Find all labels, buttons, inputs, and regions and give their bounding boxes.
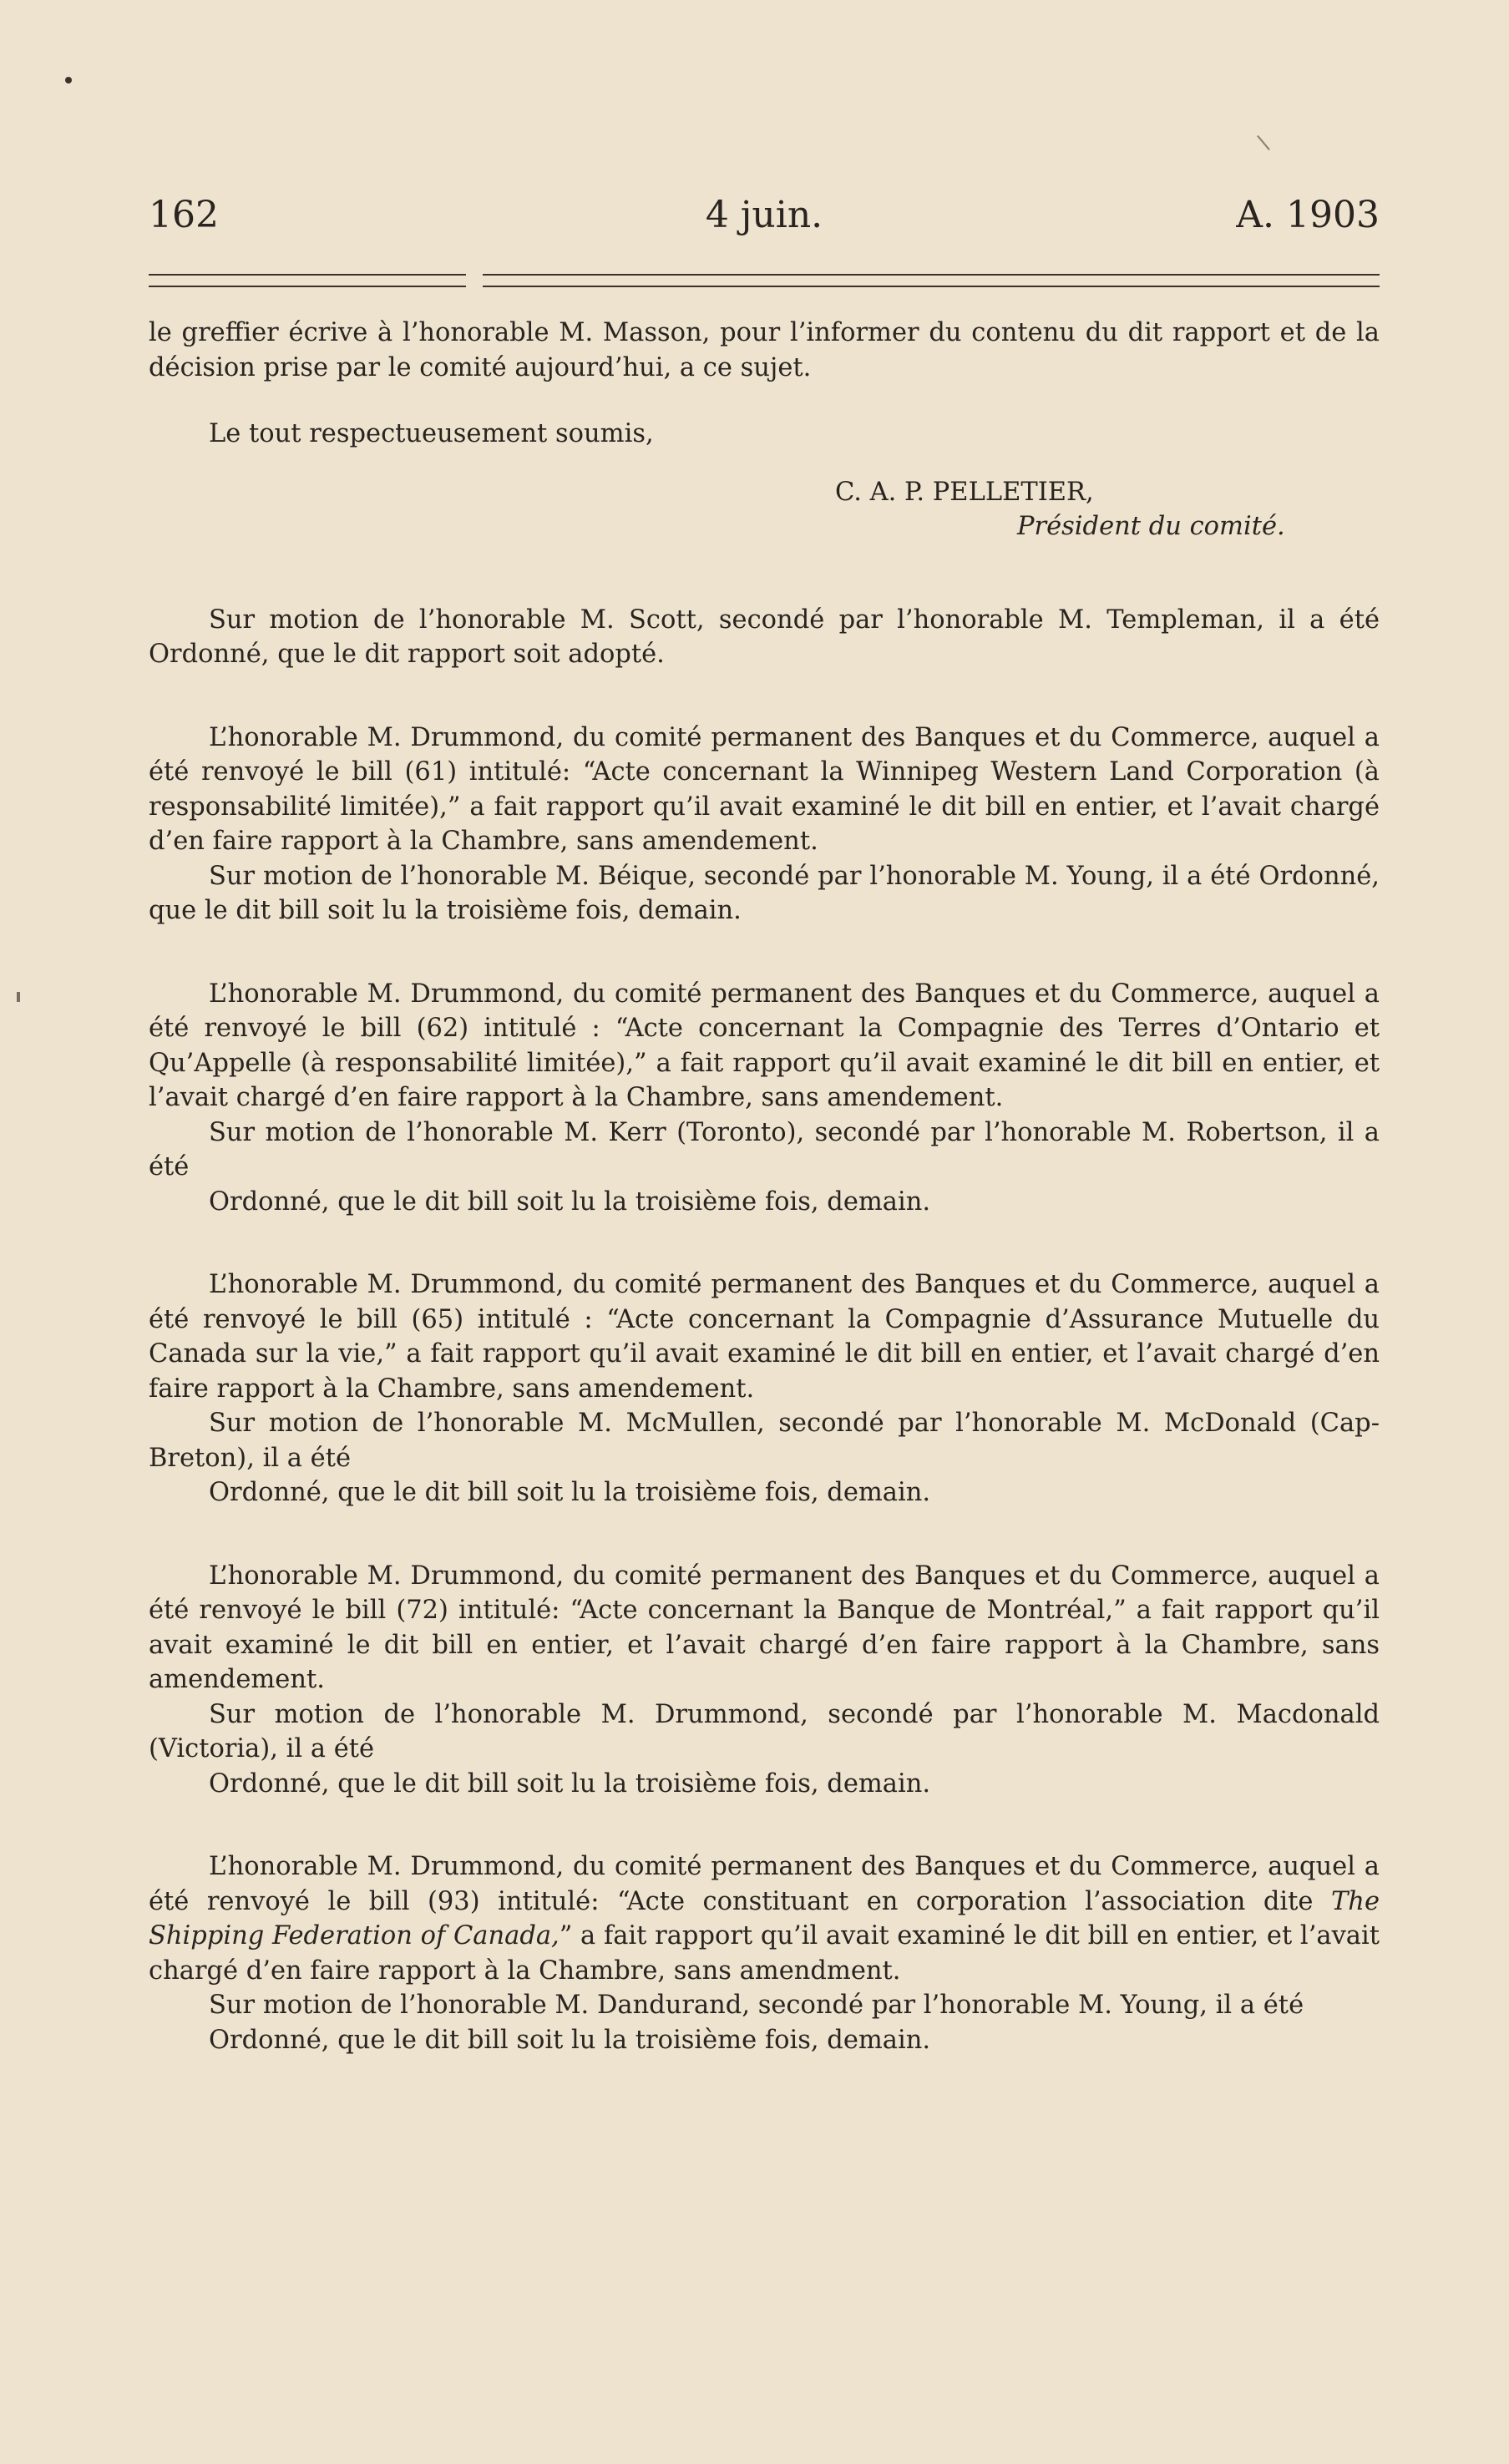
motion-paragraph: Sur motion de l’honorable M. McMullen, secondé par l’honorable M. McDonald (Cap-Breton), il a été bbox=[149, 1409, 1380, 1473]
page-number: 162 bbox=[149, 194, 219, 236]
report-text-end: ” a fait rapport qu’il avait examiné le dit bill en entier, et l’avait chargé d’en faire rapport à la Chambre, sans amendment. bbox=[149, 1921, 1380, 1986]
header-year: A. 1903 bbox=[1236, 194, 1380, 236]
motion-paragraph: Sur motion de l’honorable M. Dandurand, secondé par l’honorable M. Young, il a été bbox=[209, 1991, 1304, 2020]
motion-paragraph: Sur motion de l’honorable M. Kerr (Toronto), secondé par l’honorable M. Robertson, il a été bbox=[149, 1117, 1380, 1181]
report-paragraph: L’honorable M. Drummond, du comité permanent des Banques et du Commerce, auquel a été renvoyé le bill (65) intitulé : “Acte concernant la Compagnie d’Assurance Mutuelle du Canada sur la vie,” a fait rapport qu’il avait examiné le dit bill en entier, et l’avait chargé d’en faire rapport à la Chambre, sans amendement. bbox=[149, 1270, 1380, 1404]
report-paragraph bbox=[149, 1849, 1380, 1988]
edge-mark bbox=[17, 992, 20, 1002]
order-line: Ordonné, que le dit bill soit lu la troisième fois, demain. bbox=[209, 1478, 931, 1507]
closing-line: Le tout respectueusement soumis, bbox=[209, 419, 654, 448]
signature-title: Président du comité. bbox=[1017, 512, 1285, 541]
page-body bbox=[149, 316, 1380, 2057]
report-paragraph: L’honorable M. Drummond, du comité permanent des Banques et du Commerce, auquel a été renvoyé le bill (62) intitulé : “Acte concernant la Compagnie des Terres d’Ontario et Qu’Appelle (à responsabilité limitée),” a fait rapport qu’il avait examiné le dit bill en entier, et l’avait chargé d’en faire rapport à la Chambre, sans amendement. bbox=[149, 979, 1380, 1112]
ink-spot bbox=[65, 77, 72, 83]
order-line: Ordonné, que le dit bill soit lu la troisième fois, demain. bbox=[209, 1768, 931, 1799]
motion-paragraph: Sur motion de l’honorable M. Drummond, secondé par l’honorable M. Macdonald (Victoria), il a été bbox=[149, 1699, 1380, 1763]
header-rule-right bbox=[483, 274, 1380, 287]
signature-name: C. A. P. PELLETIER, bbox=[835, 477, 1094, 507]
order-line: Ordonné, que le dit bill soit lu la troisième fois, demain. bbox=[209, 1186, 931, 1217]
paragraph: le greffier écrive à l’honorable M. Masson, pour l’informer du contenu du dit rapport et de la décision prise par le comité aujourd’hui, a ce sujet. bbox=[149, 318, 1380, 382]
pencil-mark bbox=[1257, 135, 1270, 150]
motion-paragraph: Sur motion de l’honorable M. Scott, secondé par l’honorable M. Templeman, il a été Ordonné, que le dit rapport soit adopté. bbox=[149, 605, 1380, 669]
header-date: 4 juin. bbox=[705, 194, 823, 236]
report-text-start: L’honorable M. Drummond, du comité permanent des Banques et du Commerce, auquel a été renvoyé le bill (93) intitulé: “Acte constituant en corporation l’association dite bbox=[149, 1852, 1380, 1916]
page-header bbox=[149, 190, 1380, 240]
report-paragraph: L’honorable M. Drummond, du comité permanent des Banques et du Commerce, auquel a été renvoyé le bill (61) intitulé: “Acte concernant la Winnipeg Western Land Corporation (à responsabilité limitée),” a fait rapport qu’il avait examiné le dit bill en entier, et l’avait chargé d’en faire rapport à la Chambre, sans amendement. bbox=[149, 722, 1380, 856]
header-rule-left bbox=[149, 274, 466, 287]
motion-paragraph: Sur motion de l’honorable M. Béique, secondé par l’honorable M. Young, il a été Ordonné, que le dit bill soit lu la troisième fois, demain. bbox=[149, 861, 1380, 925]
report-paragraph: L’honorable M. Drummond, du comité permanent des Banques et du Commerce, auquel a été renvoyé le bill (72) intitulé: “Acte concernant la Banque de Montréal,” a fait rapport qu’il avait examiné le dit bill en entier, et l’avait chargé d’en faire rapport à la Chambre, sans amendement. bbox=[149, 1561, 1380, 1694]
order-line: Ordonné, que le dit bill soit lu la troisième fois, demain. bbox=[209, 2025, 931, 2055]
federation-name: The Shipping Federation of Canada, bbox=[149, 1886, 1380, 1950]
